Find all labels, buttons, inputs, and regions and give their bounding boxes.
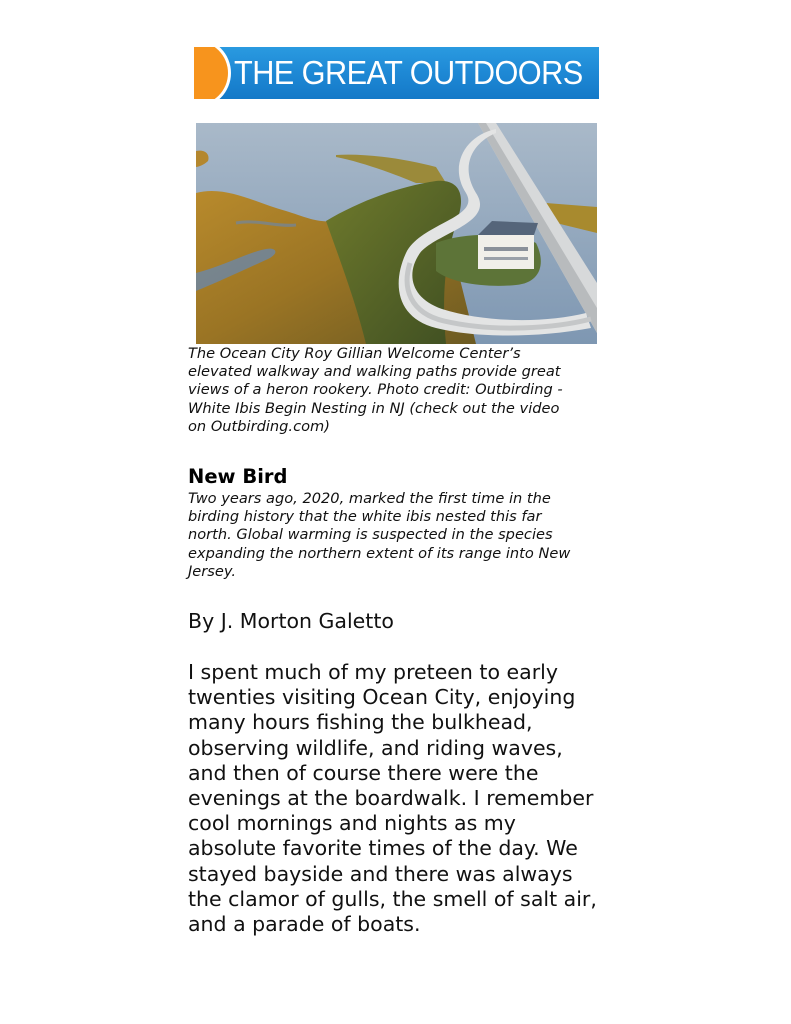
- body-line: and then of course there were the: [188, 760, 539, 785]
- section-banner: [194, 47, 599, 99]
- body-line: I spent much of my preteen to early: [188, 660, 558, 684]
- body-line: twenties visiting Ocean City, enjoying: [188, 685, 576, 710]
- caption-line: White Ibis Begin Nesting in NJ (check out the video: [188, 399, 560, 417]
- caption-line: on Outbirding.com): [188, 417, 330, 435]
- banner-title: THE GREAT OUTDOORS: [234, 54, 583, 91]
- body-line: many hours fishing the bulkhead,: [188, 710, 533, 735]
- description-line: Two years ago, 2020, marked the first time in the: [188, 490, 551, 507]
- body-line: absolute favorite times of the day. We: [188, 836, 578, 861]
- description-line: Jersey.: [188, 562, 237, 580]
- photo-caption: [188, 345, 608, 436]
- caption-line: The Ocean City Roy Gillian Welcome Center’s: [188, 345, 521, 362]
- body-line: cool mornings and nights as my: [188, 811, 516, 836]
- body-line: and a parade of boats.: [188, 912, 421, 937]
- banner-sun-icon: [194, 47, 228, 99]
- body-line: evenings at the boardwalk. I remember: [188, 786, 594, 811]
- caption-line: views of a heron rookery. Photo credit: Outbirding -: [188, 381, 563, 399]
- caption-line: elevated walkway and walking paths provide great: [188, 363, 561, 381]
- description-line: expanding the northern extent of its range into New: [188, 544, 571, 562]
- description-line: north. Global warming is suspected in the species: [188, 526, 553, 544]
- photo-illustration: [196, 123, 597, 344]
- welcome-center-aerial-photo: [196, 123, 597, 344]
- author-byline: By J. Morton Galetto: [188, 609, 394, 633]
- section-description: [188, 490, 608, 581]
- body-line: observing wildlife, and riding waves,: [188, 735, 563, 760]
- body-line: the clamor of gulls, the smell of salt air,: [188, 886, 597, 911]
- description-line: birding history that the white ibis nested this far: [188, 508, 542, 526]
- article-body: [188, 660, 628, 937]
- body-line: stayed bayside and there was always: [188, 861, 573, 886]
- section-heading: New Bird: [188, 465, 288, 488]
